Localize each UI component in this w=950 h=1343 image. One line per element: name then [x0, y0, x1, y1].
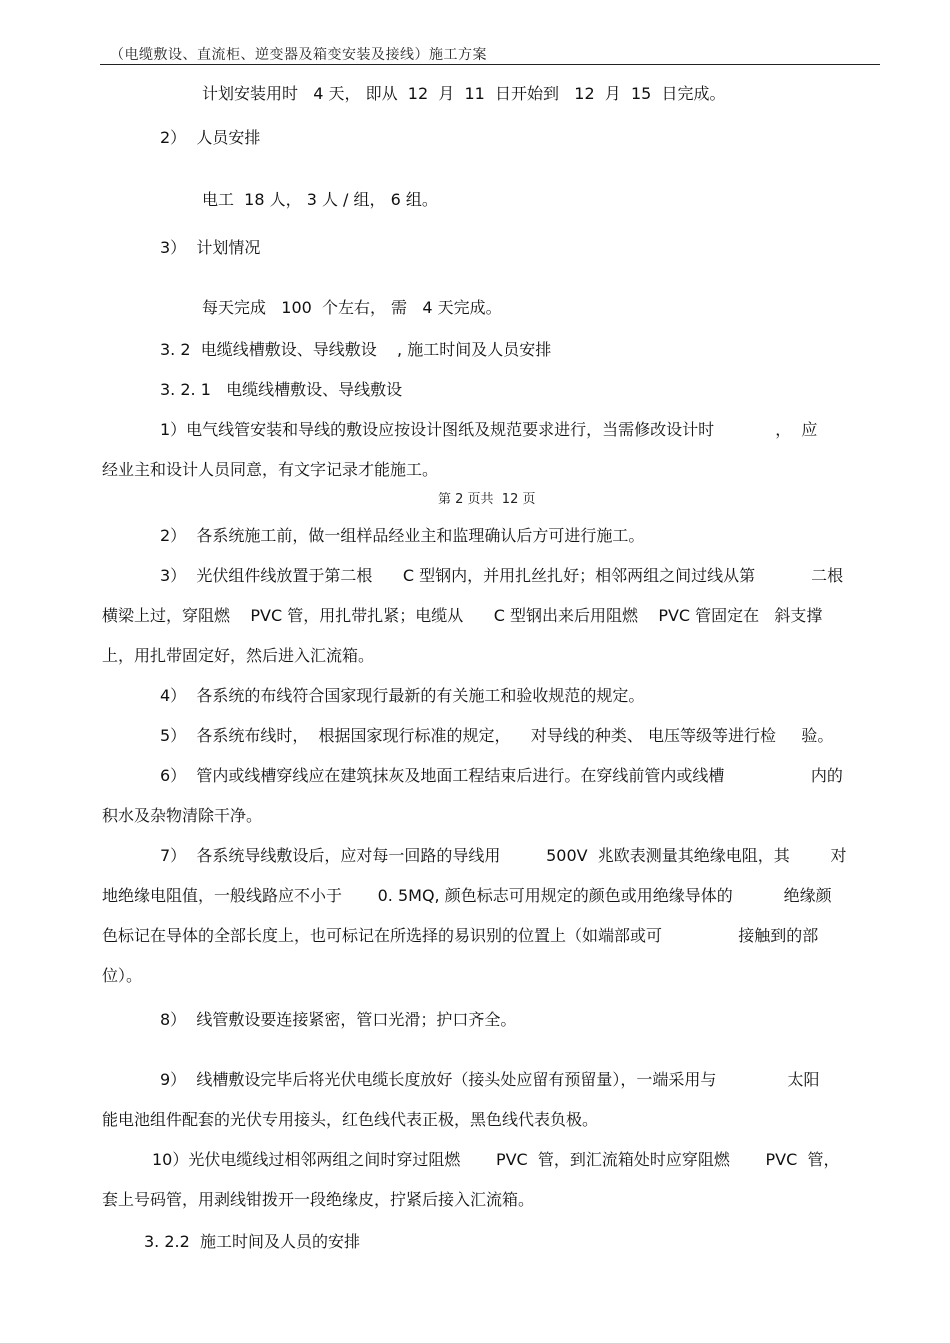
item-7-line-4: 位）。	[102, 966, 143, 985]
page-header: （电缆敷设、直流柜、逆变器及箱变安装及接线）施工方案	[110, 47, 487, 63]
section-3-2-heading: 3. 2 电缆线槽敷设、导线敷设 , 施工时间及人员安排	[160, 340, 552, 359]
personnel-text: 电工 18 人， 3 人 / 组， 6 组。	[202, 190, 438, 209]
section-3-2-2-heading: 3. 2.2 施工时间及人员的安排	[144, 1232, 360, 1251]
item-1-line-2: 经业主和设计人员同意，有文字记录才能施工。	[102, 460, 439, 479]
install-duration-text: 计划安装用时 4 天， 即从 12 月 11 日开始到 12 月 15 日完成。	[202, 84, 726, 103]
item-1-line-1: 1）电气线管安装和导线的敷设应按设计图纸及规范要求进行，当需修改设计时 ， 应	[160, 420, 818, 439]
item-2-text: 2） 各系统施工前，做一组样品经业主和监理确认后方可进行施工。	[160, 526, 645, 545]
item-7-line-2: 地绝缘电阻值，一般线路应不小于 0. 5MQ, 颜色标志可用规定的颜色或用绝缘导体的 绝缘颜	[102, 886, 832, 905]
item-3-line-2: 横梁上过，穿阻燃 PVC 管，用扎带扎紧；电缆从 C 型钢出来后用阻燃 PVC 管固定在 斜支撑	[102, 606, 823, 625]
item-6-line-2: 积水及杂物清除干净。	[102, 806, 263, 825]
item-3-line-3: 上，用扎带固定好，然后进入汇流箱。	[102, 646, 375, 665]
item-9-line-2: 能电池组件配套的光伏专用接头，红色线代表正极，黑色线代表负极。	[102, 1110, 599, 1129]
plan-text: 每天完成 100 个左右， 需 4 天完成。	[202, 298, 502, 317]
header-divider	[100, 64, 880, 65]
personnel-heading: 2） 人员安排	[160, 128, 261, 147]
item-9-line-1: 9） 线槽敷设完毕后将光伏电缆长度放好（接头处应留有预留量），一端采用与 太阳	[160, 1070, 820, 1089]
item-5-text: 5） 各系统布线时， 根据国家现行标准的规定， 对导线的种类、 电压等级等进行检 验。	[160, 726, 834, 745]
item-6-line-1: 6） 管内或线槽穿线应在建筑抹灰及地面工程结束后进行。在穿线前管内或线槽 内的	[160, 766, 843, 785]
item-7-line-1: 7） 各系统导线敷设后，应对每一回路的导线用 500V 兆欧表测量其绝缘电阻，其 对	[160, 846, 847, 865]
plan-heading: 3） 计划情况	[160, 238, 261, 257]
item-8-text: 8） 线管敷设要连接紧密，管口光滑；护口齐全。	[160, 1010, 517, 1029]
page-number: 第 2 页共 12 页	[438, 492, 536, 507]
section-3-2-1-heading: 3. 2. 1 电缆线槽敷设、导线敷设	[160, 380, 403, 399]
item-7-line-3: 色标记在导体的全部长度上，也可标记在所选择的易识别的位置上（如端部或可 接触到的部	[102, 926, 819, 945]
item-3-line-1: 3） 光伏组件线放置于第二根 C 型钢内，并用扎丝扎好；相邻两组之间过线从第 二根	[160, 566, 844, 585]
item-10-line-2: 套上号码管，用剥线钳拨开一段绝缘皮，拧紧后接入汇流箱。	[102, 1190, 535, 1209]
item-10-line-1: 10）光伏电缆线过相邻两组之间时穿过阻燃 PVC 管，到汇流箱处时应穿阻燃 PVC 管，	[152, 1150, 840, 1169]
item-4-text: 4） 各系统的布线符合国家现行最新的有关施工和验收规范的规定。	[160, 686, 645, 705]
